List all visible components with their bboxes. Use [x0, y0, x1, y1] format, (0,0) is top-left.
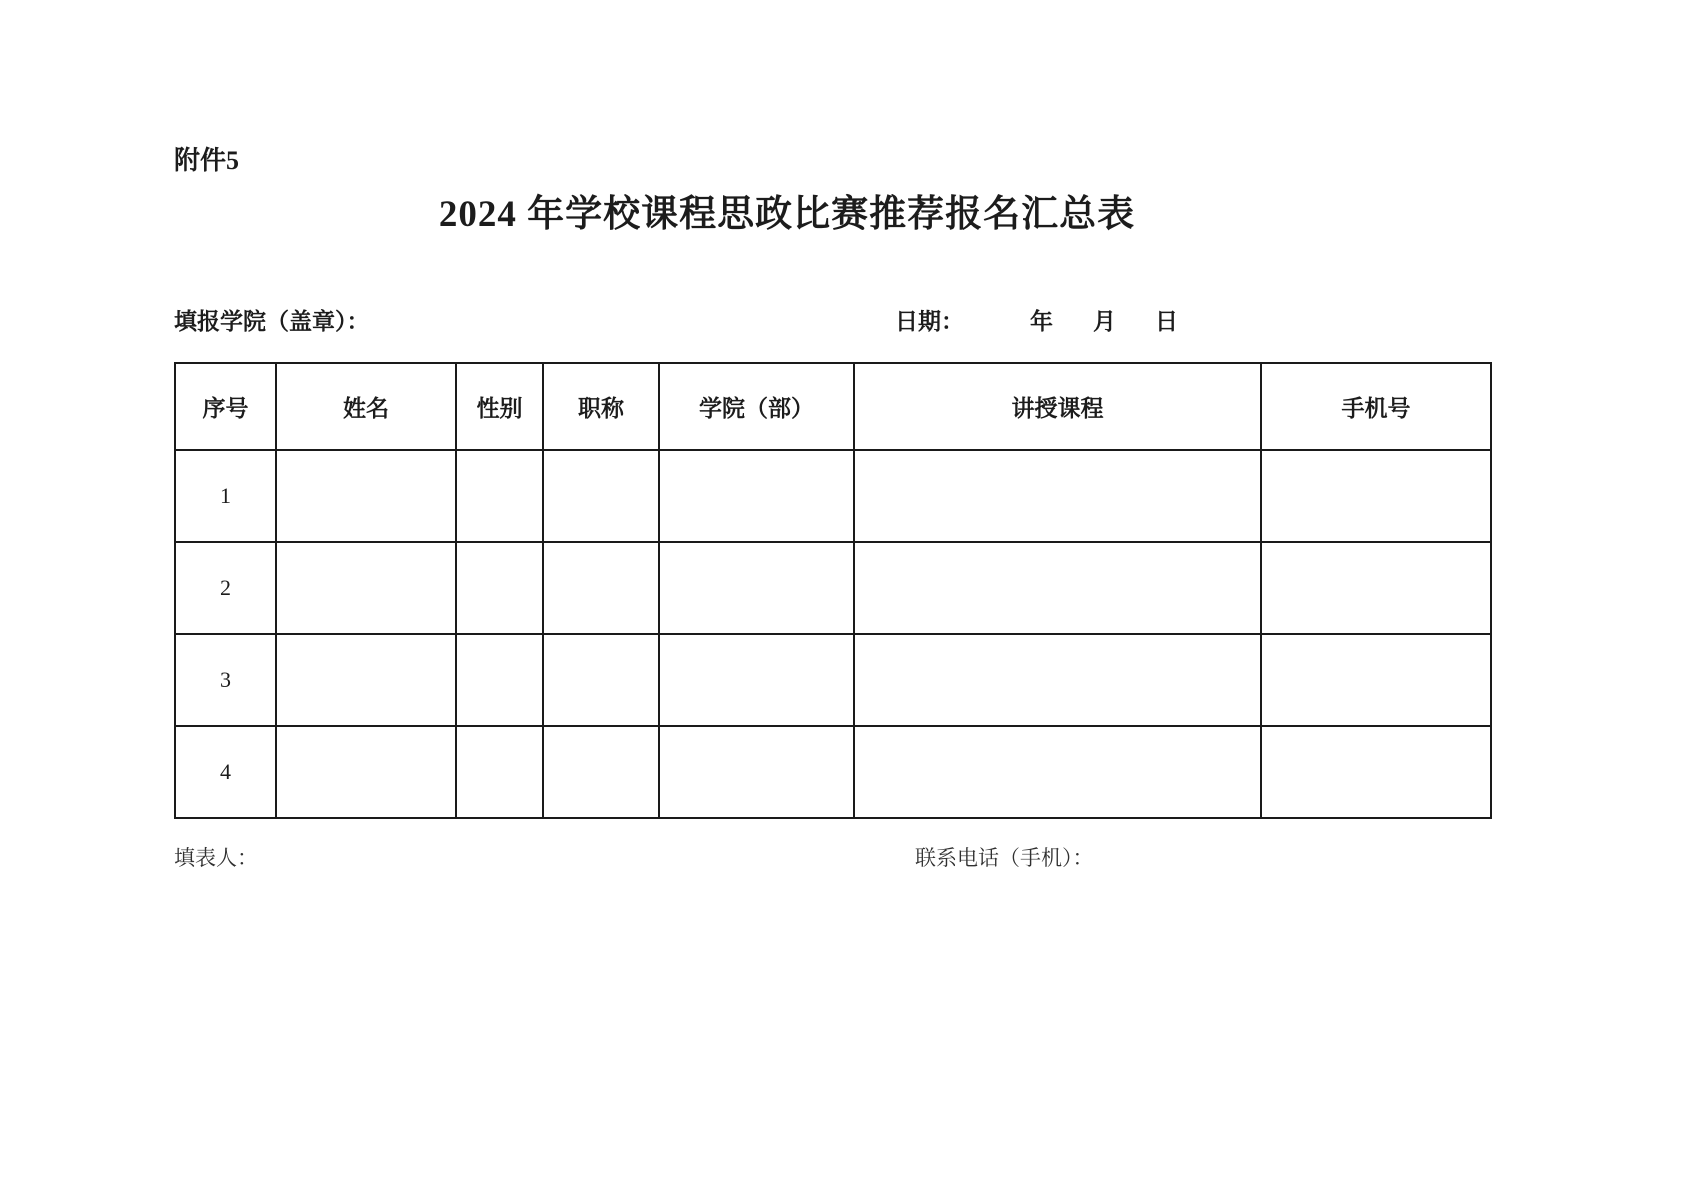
contact-phone-label: 联系电话（手机）： [915, 846, 1094, 870]
cell-course [854, 542, 1261, 634]
cell-name [276, 634, 456, 726]
header-cell-name: 姓名 [276, 363, 456, 450]
cell-row-number: 3 [175, 634, 276, 726]
cell-department [659, 450, 854, 542]
cell-course [854, 450, 1261, 542]
college-stamp-label: 填报学院（盖章）： [174, 309, 370, 334]
cell-name [276, 450, 456, 542]
cell-row-number: 1 [175, 450, 276, 542]
table-header-row [175, 363, 1491, 450]
cell-phone [1261, 726, 1491, 818]
cell-title [543, 450, 659, 542]
cell-gender [456, 450, 543, 542]
header-cell-title: 职称 [543, 363, 659, 450]
cell-phone [1261, 634, 1491, 726]
header-cell-department: 学院（部） [659, 363, 854, 450]
attachment-label: 附件5 [174, 146, 240, 175]
form-filler-label: 填表人： [174, 846, 258, 870]
cell-department [659, 726, 854, 818]
header-cell-no: 序号 [175, 363, 276, 450]
table-row [175, 726, 1491, 818]
header-cell-course: 讲授课程 [854, 363, 1261, 450]
cell-department [659, 542, 854, 634]
cell-name [276, 726, 456, 818]
cell-phone [1261, 450, 1491, 542]
table-row [175, 542, 1491, 634]
cell-name [276, 542, 456, 634]
date-month-label: 月 [1093, 309, 1116, 334]
cell-course [854, 634, 1261, 726]
cell-gender [456, 726, 543, 818]
cell-title [543, 542, 659, 634]
cell-title [543, 726, 659, 818]
cell-title [543, 634, 659, 726]
cell-row-number: 2 [175, 542, 276, 634]
table-row [175, 450, 1491, 542]
cell-department [659, 634, 854, 726]
header-cell-phone: 手机号 [1261, 363, 1491, 450]
cell-gender [456, 634, 543, 726]
summary-table [174, 362, 1492, 819]
date-label: 日期： [895, 309, 964, 334]
cell-gender [456, 542, 543, 634]
header-cell-gender: 性别 [456, 363, 543, 450]
date-day-label: 日 [1155, 309, 1178, 334]
date-year-label: 年 [1030, 309, 1053, 334]
cell-row-number: 4 [175, 726, 276, 818]
document-title: 2024 年学校课程思政比赛推荐报名汇总表 [438, 194, 1136, 235]
cell-course [854, 726, 1261, 818]
cell-phone [1261, 542, 1491, 634]
table-row [175, 634, 1491, 726]
